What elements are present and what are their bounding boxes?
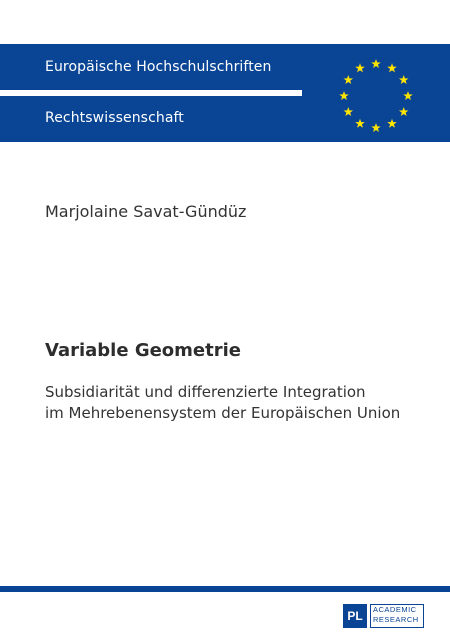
eu-stars-icon <box>330 50 422 142</box>
star-icon <box>344 75 354 84</box>
subtitle-line: im Mehrebenensystem der Europäischen Union <box>45 404 401 422</box>
publisher-logo-line: RESEARCH <box>373 615 419 624</box>
star-icon <box>387 119 397 128</box>
star-icon <box>371 59 381 68</box>
subseries-label: Rechtswissenschaft <box>45 110 184 126</box>
series-label: Europäische Hochschulschriften <box>45 59 272 75</box>
author-name: Marjolaine Savat-Gündüz <box>45 202 247 221</box>
publisher-logo-text <box>370 604 424 628</box>
star-icon <box>355 119 365 128</box>
subtitle-line: Subsidiarität und differenzierte Integration <box>45 383 366 401</box>
star-icon <box>403 91 413 100</box>
star-icon <box>355 63 365 72</box>
star-icon <box>387 63 397 72</box>
band-divider <box>0 90 302 96</box>
star-icon <box>371 123 381 132</box>
book-title: Variable Geometrie <box>45 340 241 361</box>
star-icon <box>399 107 409 116</box>
bottom-rule <box>0 586 450 592</box>
star-icon <box>399 75 409 84</box>
star-icon <box>344 107 354 116</box>
publisher-logo-line: ACADEMIC <box>373 605 417 614</box>
publisher-logo-mark: PL <box>343 604 367 628</box>
book-subtitle <box>45 382 400 424</box>
star-icon <box>339 91 349 100</box>
